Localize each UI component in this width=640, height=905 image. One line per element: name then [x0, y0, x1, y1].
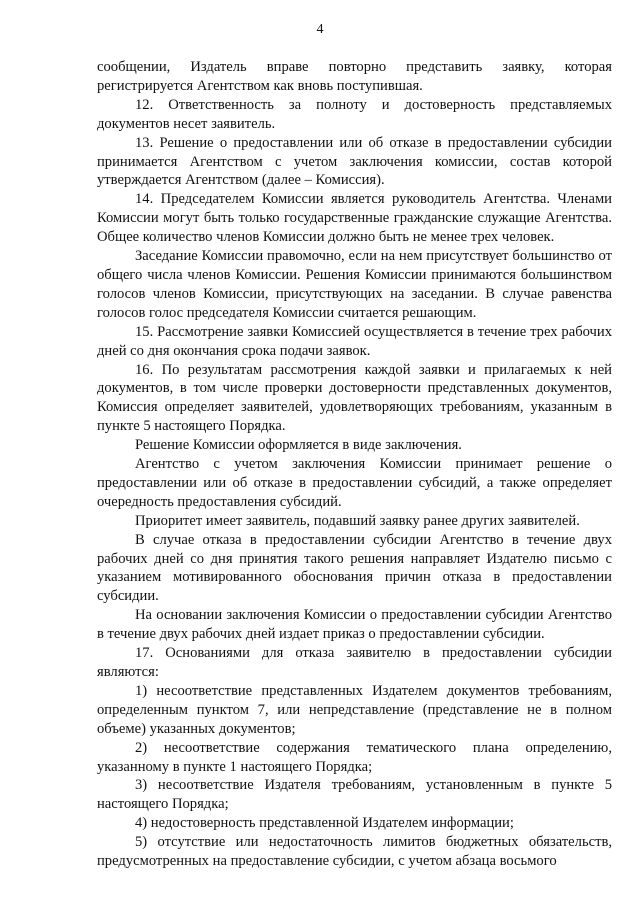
paragraph: Решение Комиссии оформляется в виде заключения.	[135, 437, 462, 454]
list-item: 5) отсутствие или недостаточность лимитов бюджетных обязательств, предусмотренных на предоставление субсидии, с учетом абзаца восьмого	[97, 834, 612, 870]
paragraph: Заседание Комиссии правомочно, если на нем присутствует большинство от общего числа членов Комиссии. Решения Комиссии принимаются большинством голосов членов Комиссии, присутствующих на заседании. В случае равенства голосов голос председателя Комиссии считается решающим.	[97, 248, 612, 321]
list-item: 3) несоответствие Издателя требованиям, установленным в пункте 5 настоящего Порядка;	[97, 777, 612, 813]
list-item: 2) несоответствие содержания тематического плана определению, указанному в пункте 1 настоящего Порядка;	[97, 739, 612, 775]
paragraph: 13. Решение о предоставлении или об отказе в предоставлении субсидии принимается Агентством с учетом заключения комиссии, состав которой утверждается Агентством (далее – Комиссия).	[97, 134, 612, 189]
list-item: 1) несоответствие представленных Издателем документов требованиям, определенным пунктом 7, или непредставление (представление не в полном объеме) указанных документов;	[97, 682, 612, 737]
list-item: 4) недостоверность представленной Издателем информации;	[135, 815, 514, 832]
paragraph: На основании заключения Комиссии о предоставлении субсидии Агентство в течение двух рабочих дней издает приказ о предоставлении субсидии.	[97, 607, 612, 643]
paragraph: 12. Ответственность за полноту и достоверность представляемых документов несет заявитель.	[97, 96, 612, 132]
paragraph: 15. Рассмотрение заявки Комиссией осуществляется в течение трех рабочих дней со дня окончания срока подачи заявок.	[97, 323, 612, 359]
paragraph: 17. Основаниями для отказа заявителю в предоставлении субсидии являются:	[97, 645, 612, 680]
paragraph: сообщении, Издатель вправе повторно представить заявку, которая регистрируется Агентством как вновь поступившая.	[97, 59, 612, 94]
page-number: 4	[316, 22, 324, 37]
paragraph: Агентство с учетом заключения Комиссии принимает решение о предоставлении или об отказе в предоставлении субсидий, а также определяет очередность предоставления субсидий.	[97, 456, 612, 510]
paragraph: Приоритет имеет заявитель, подавший заявку ранее других заявителей.	[135, 512, 580, 529]
paragraph: В случае отказа в предоставлении субсидии Агентство в течение двух рабочих дней со дня принятия такого решения направляет Издателю письмо с указанием мотивированного обоснования причин отказа в предоставлении субсидии.	[97, 531, 612, 605]
paragraph: 14. Председателем Комиссии является руководитель Агентства. Членами Комиссии могут быть только государственные гражданские служащие Агентства. Общее количество членов Комиссии должно быть не менее трех человек.	[97, 191, 612, 246]
paragraph: 16. По результатам рассмотрения каждой заявки и прилагаемых к ней документов, в том числе проверки достоверности представленных документов, Комиссия определяет заявителей, удовлетворяющих требованиям, указанным в пункте 5 настоящего Порядка.	[97, 361, 612, 435]
document-body	[97, 58, 612, 871]
